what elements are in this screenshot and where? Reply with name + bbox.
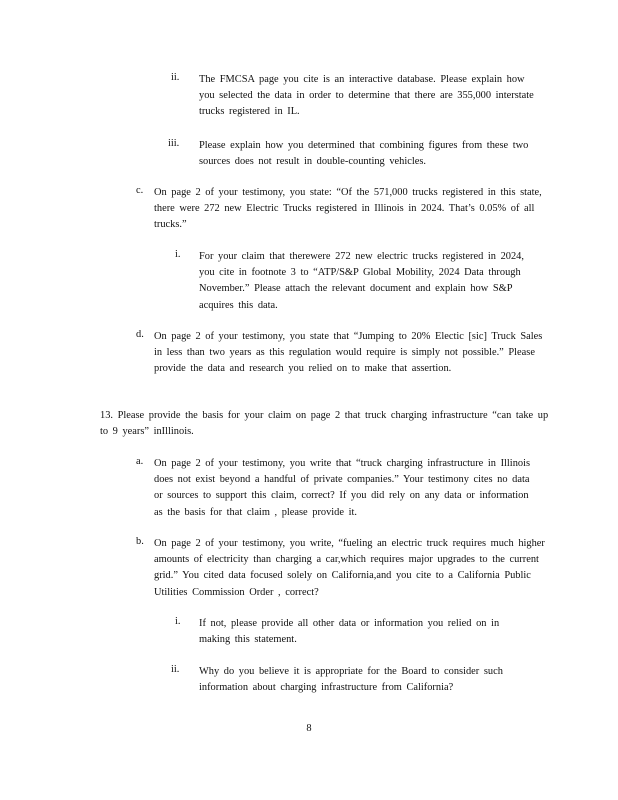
item-text: On page 2 of your testimony, you state that “Jumping to 20% Electic [sic] Truck Sales in less than two years as this regulation would require is simply not possible.” Please provide the data and research you relied on to make that assertion. — [154, 331, 543, 375]
item-marker: iii. — [168, 138, 180, 149]
item-marker: i. — [175, 249, 181, 260]
item-marker: d. — [136, 329, 144, 340]
item-text: On page 2 of your testimony, you write that “truck charging infrastructure in Illinois does not exist beyond a handful of private companies.” Your testimony cites no data or sources to support this claim, correct? If you did rely on any data or information as the basis for that claim , please provide it. — [154, 458, 531, 518]
item-marker: ii. — [171, 72, 180, 83]
item-text: If not, please provide all other data or information you relied on in making this statement. — [199, 618, 500, 646]
item-marker: b. — [136, 536, 144, 547]
item-text-body: Please provide the basis for your claim on page 2 that truck charging infrastructure “can take up to 9 years” inIllinois. — [100, 410, 549, 438]
item-text — [100, 408, 550, 440]
item-marker: i. — [175, 616, 181, 627]
item-marker: 13. — [100, 410, 113, 421]
item-text: The FMCSA page you cite is an interactive database. Please explain how you selected the data in order to determine that there are 355,000 interstate trucks registered in IL. — [199, 74, 534, 118]
item-text: On page 2 of your testimony, you write, “fueling an electric truck requires much higher amounts of electricity than charging a car,which requires major upgrades to the current grid.” You cited data focused solely on California,and you cite to a California Public Utilities Commission Order , correct? — [154, 538, 545, 598]
item-marker: a. — [136, 456, 144, 467]
page-number: 8 — [306, 723, 312, 734]
item-text: Please explain how you determined that combining figures from these two sources does not result in double-counting vehicles. — [199, 140, 529, 168]
item-marker: c. — [136, 185, 144, 196]
item-text: Why do you believe it is appropriate for the Board to consider such information about charging infrastructure from California? — [199, 666, 503, 694]
item-marker: ii. — [171, 664, 180, 675]
item-text: On page 2 of your testimony, you state: “Of the 571,000 trucks registered in this state, there were 272 new Electric Trucks registered in Illinois in 2024. That’s 0.05% of all trucks.” — [154, 187, 542, 231]
item-text: For your claim that therewere 272 new electric trucks registered in 2024, you cite in footnote 3 to “ATP/S&P Global Mobility, 2024 Data through November.” Please attach the relevant document and explain how S&P acquires this data. — [199, 251, 524, 311]
